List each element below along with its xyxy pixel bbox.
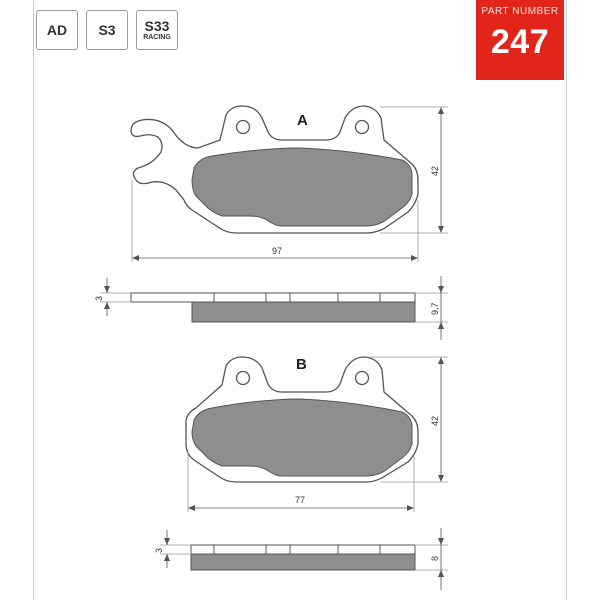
- part-number-value: 247: [490, 23, 550, 61]
- pad-a-friction-material: [192, 148, 412, 226]
- badge-ad-label: AD: [46, 22, 68, 38]
- badge-s33-label: S33: [144, 17, 170, 34]
- pad-b-side-friction: [191, 554, 415, 570]
- pad-b-side: [154, 528, 448, 590]
- pad-b-back-arrows: [164, 538, 170, 561]
- pad-a-back-arrows: [104, 286, 110, 309]
- pad-b-total-dim: 8: [430, 555, 440, 561]
- badge-s33-sub: RACING: [143, 33, 171, 41]
- pad-b-hole-right: [356, 372, 369, 385]
- pad-a-front: [131, 106, 448, 262]
- pad-b-width-dim: 77: [295, 495, 306, 505]
- pad-a-label: A: [297, 112, 308, 129]
- pad-a-back-dim: 3: [94, 295, 104, 301]
- pad-a-hole-left: [237, 121, 250, 134]
- pad-a-hole-right: [356, 121, 369, 134]
- pad-b-side-backing: [191, 545, 415, 554]
- pad-a-width-dim: 97: [272, 246, 283, 256]
- badge-s3-label: S3: [98, 22, 116, 38]
- pad-b-back-dim: 3: [154, 547, 164, 553]
- part-number-header: PART NUMBER: [481, 6, 559, 17]
- pad-a-side-backing: [131, 293, 415, 302]
- pad-a-total-dim: 9,7: [430, 302, 440, 315]
- pad-b-label: B: [296, 356, 307, 373]
- pad-b-height-dim: 42: [430, 415, 440, 426]
- pad-a-side-friction: [192, 302, 415, 322]
- pad-a-height-dim: 42: [430, 165, 440, 176]
- pad-a-side: [94, 276, 448, 340]
- pad-b-hole-left: [237, 372, 250, 385]
- pad-b-friction-material: [192, 399, 412, 476]
- pad-b-front: [186, 356, 448, 512]
